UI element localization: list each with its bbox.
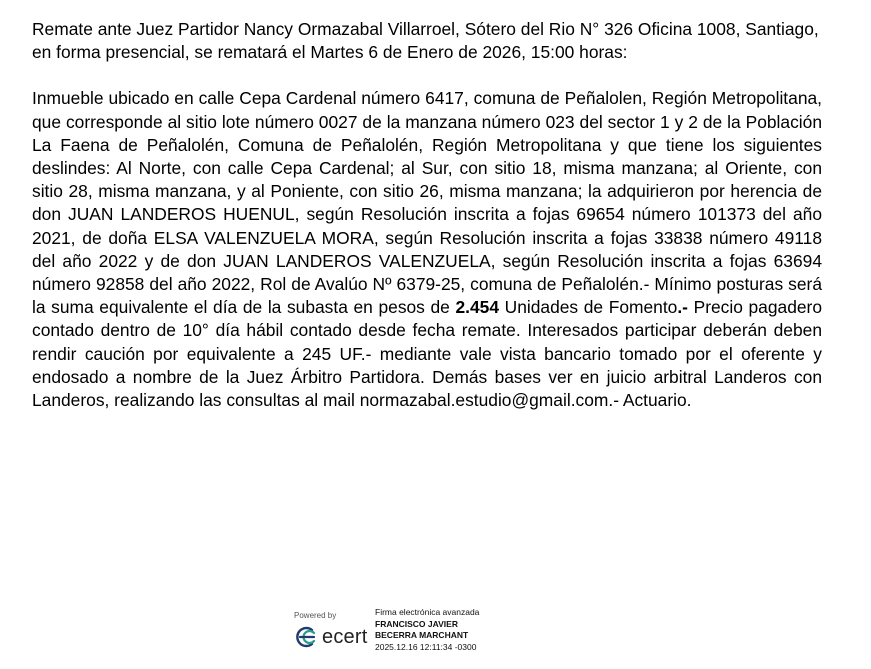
powered-by-label: Powered by: [294, 611, 337, 620]
separator-mark: .-: [677, 297, 688, 318]
electronic-signature-block: [290, 606, 520, 662]
document-body: [32, 18, 822, 412]
terms-text: Precio pagadero contado dentro de 10° día hábil contado desde fecha remate. Interesados participar deberán deben rendir caución por equivalente a 245 UF.- mediante vale vista bancario tomado por el oferente y endosado a nombre de la Juez Árbitro Partidora. Demás bases ver en juicio arbitral Landeros con Landeros, realizando las consultas al mail normazabal.estudio@gmail.com.- Actuario.: [32, 297, 823, 411]
description-text: Inmueble ubicado en calle Cepa Cardenal número 6417, comuna de Peñalolen, Región Metropolitana, que corresponde al sitio lote número 0027 de la manzana número 023 del sector 1 y 2 de la Población La Faena de Peñalolén, Comuna de Peñalolén, Región Metropolitana y que tiene los siguientes deslindes: Al Norte, con calle Cepa Cardenal; al Sur, con sitio 18, misma manzana; al Oriente, con sitio 28, misma manzana, y al Poniente, con sitio 26, misma manzana; la adquirieron por herencia de don JUAN LANDEROS HUENUL, según Resolución inscrita a fojas 69654 número 101373 del año 2021, de doña ELSA VALENZUELA MORA, según Resolución inscrita a fojas 33838 número 49118 del año 2022 y de don JUAN LANDEROS VALENZUELA, según Resolución inscrita a fojas 63694 número 92858 del año 2022, Rol de Avalúo Nº 6379-25, comuna de Peñalolén.- Mínimo posturas será la suma equivalente el día de la subasta en pesos de: [32, 88, 822, 318]
minimum-bid-amount: 2.454: [455, 297, 500, 318]
signature-timestamp: 2025.12.16 12:11:34 -0300: [375, 641, 477, 652]
signature-details: [375, 607, 479, 653]
property-description-paragraph: [32, 87, 822, 412]
signature-caption: Firma electrónica avanzada: [375, 607, 480, 617]
signer-name-line2: BECERRA MARCHANT: [375, 630, 469, 640]
ecert-logo-text: ecert: [322, 626, 368, 648]
ecert-logo-icon: [292, 626, 320, 648]
auction-header-paragraph: Remate ante Juez Partidor Nancy Ormazabal Villarroel, Sótero del Rio N° 326 Oficina 1008, Santiago, en forma presencial, se rematará el Martes 6 de Enero de 2026, 15:00 horas:: [32, 19, 819, 63]
unit-text: Unidades de Fomento: [499, 297, 678, 318]
signer-name-line1: FRANCISCO JAVIER: [375, 618, 458, 629]
ecert-logo: [292, 624, 376, 650]
